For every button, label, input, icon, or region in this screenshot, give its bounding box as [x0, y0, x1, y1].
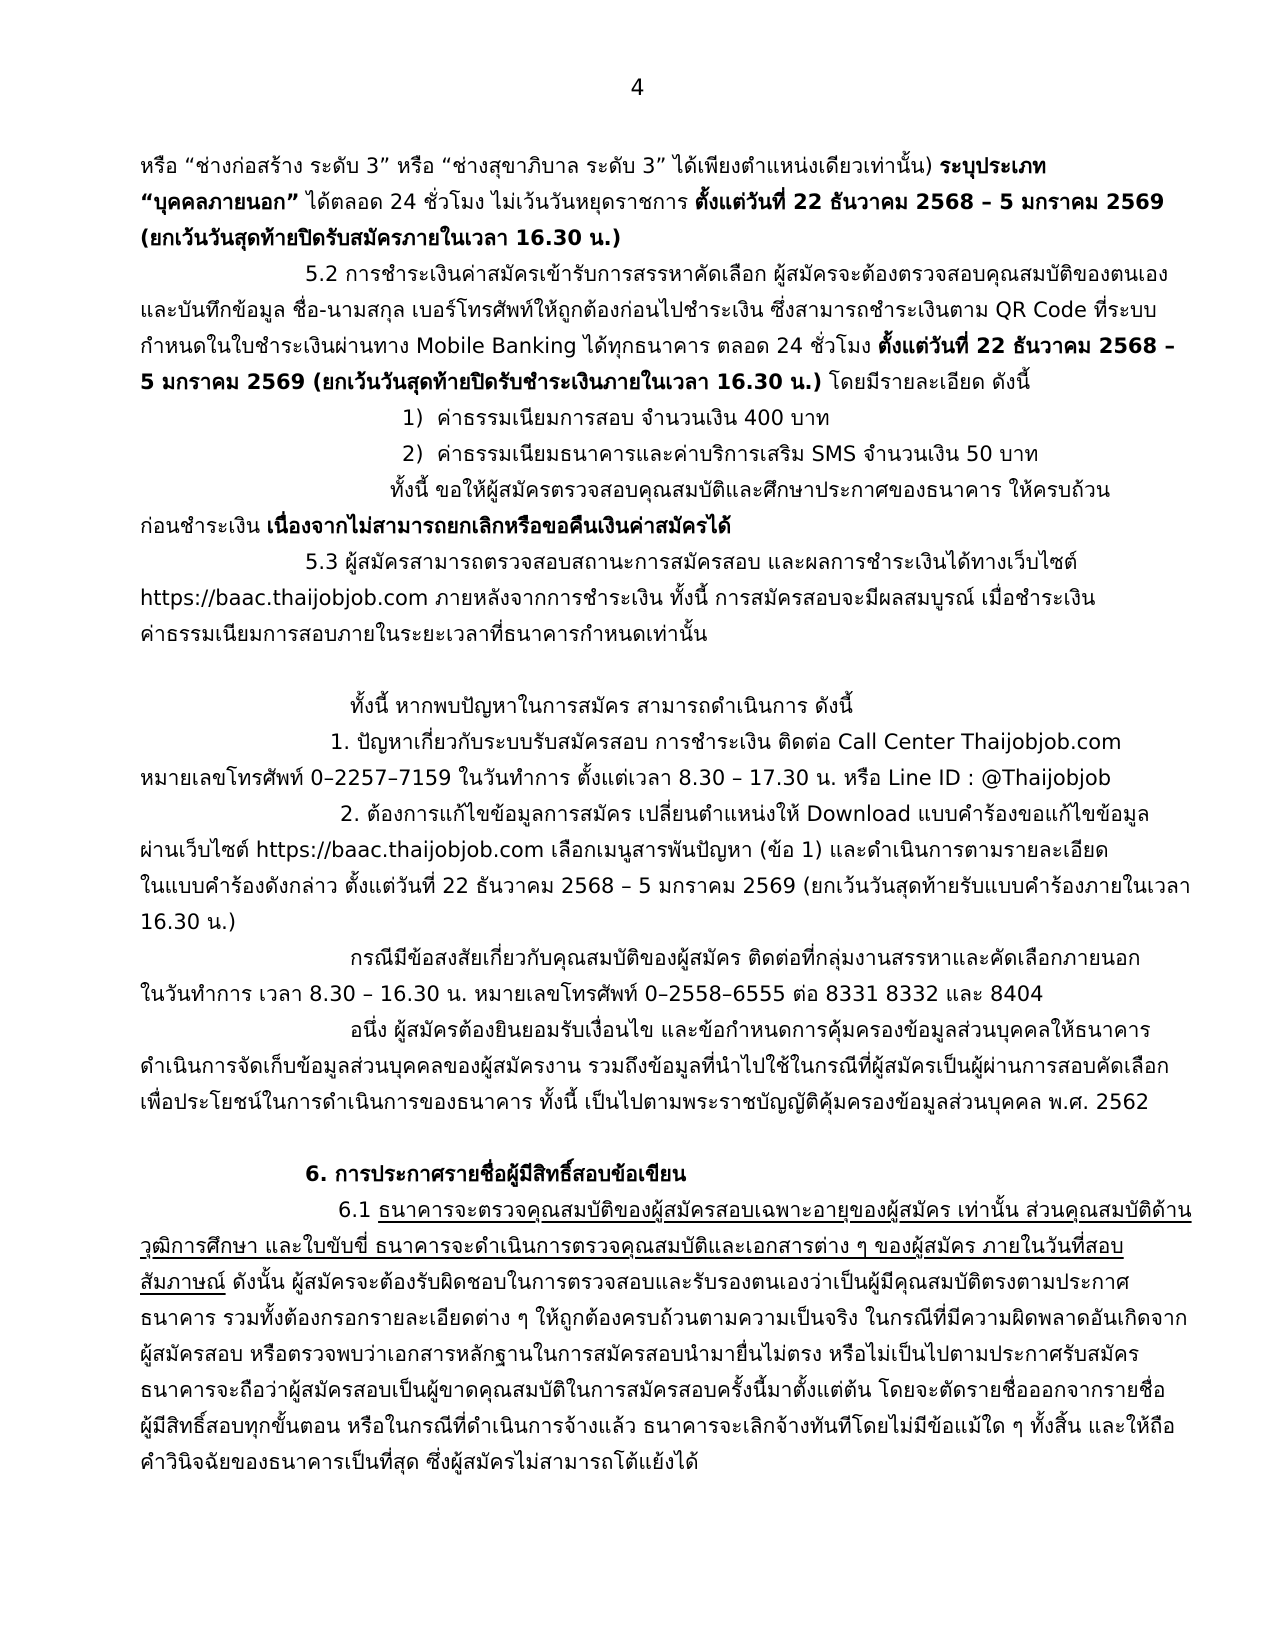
text-line — [140, 148, 1140, 184]
text-run: เพื่อประโยชน์ในการดำเนินการของธนาคาร ทั้งนี้ เป็นไปตามพระราชบัญญัติคุ้มครองข้อมูลส่วนบุคคล พ.ศ. 2562 — [140, 1090, 1150, 1114]
text-run: เนื่องจากไม่สามารถยกเลิกหรือขอคืนเงินค่าสมัครได้ — [266, 514, 732, 538]
text-run: ดำเนินการจัดเก็บข้อมูลส่วนบุคคลของผู้สมัครงาน รวมถึงข้อมูลที่นำไปใช้ในกรณีที่ผู้สมัครเป็นผู้ผ่านการสอบคัดเลือก — [140, 1054, 1170, 1078]
text-run: 1) ค่าธรรมเนียมการสอบ จำนวนเงิน 400 บาท — [402, 406, 830, 430]
text-run: 2. ต้องการแก้ไขข้อมูลการสมัคร เปลี่ยนตำแหน่งให้ Download แบบคำร้องขอแก้ไขข้อมูล — [340, 802, 1150, 826]
text-run: ผ่านเว็บไซต์ https://baac.thaijobjob.com เลือกเมนูสารพันปัญหา (ข้อ 1) และดำเนินการตามรายละเอียด — [140, 838, 1109, 862]
text-run: 1. ปัญหาเกี่ยวกับระบบรับสมัครสอบ การชำระเงิน ติดต่อ Call Center Thaijobjob.com — [330, 730, 1122, 754]
text-line — [140, 400, 1140, 436]
text-line — [140, 436, 1140, 472]
text-line — [140, 1228, 1140, 1264]
text-line — [140, 292, 1157, 328]
text-run: ผู้มีสิทธิ์สอบทุกขั้นตอน หรือในกรณีที่ดำเนินการจ้างแล้ว ธนาคารจะเลิกจ้างทันทีโดยไม่มีข้อแม้ใด ๆ ทั้งสิ้น และให้ถือ — [140, 1414, 1176, 1438]
text-line — [140, 472, 1140, 508]
page-number: 4 — [630, 76, 645, 101]
text-line — [140, 1408, 1176, 1444]
text-line — [140, 544, 1140, 580]
text-line — [140, 508, 1140, 544]
text-run: ค่าธรรมเนียมการสอบภายในระยะเวลาที่ธนาคารกำหนดเท่านั้น — [140, 622, 708, 646]
blank-line — [140, 652, 1140, 688]
text-run: ตั้งแต่วันที่ 22 ธันวาคม 2568 – — [877, 334, 1175, 358]
text-line — [140, 1264, 1140, 1300]
text-line — [140, 904, 1140, 940]
text-run: กำหนดในใบชำระเงินผ่านทาง Mobile Banking ได้ทุกธนาคาร ตลอด 24 ชั่วโมง — [140, 334, 878, 358]
text-run: วุฒิการศึกษา และใบขับขี่ ธนาคารจะดำเนินการตรวจคุณสมบัติและเอกสารต่าง ๆ ของผู้สมัคร ภายในวันที่สอบ — [140, 1234, 1124, 1258]
text-run: สัมภาษณ์ — [140, 1270, 226, 1294]
text-run: หมายเลขโทรศัพท์ 0–2257–7159 ในวันทำการ ตั้งแต่เวลา 8.30 – 17.30 น. หรือ Line ID : @Thaijobjob — [140, 766, 1112, 790]
text-run: ธนาคารจะตรวจคุณสมบัติของผู้สมัครสอบเฉพาะอายุของผู้สมัคร เท่านั้น ส่วนคุณสมบัติด้าน — [378, 1198, 1192, 1222]
text-line — [140, 364, 1140, 400]
text-line — [140, 688, 1140, 724]
text-line — [140, 976, 1140, 1012]
text-run: ผู้สมัครสอบ หรือตรวจพบว่าเอกสารหลักฐานในการสมัครสอบนำมายื่นไม่ตรง หรือไม่เป็นไปตามประกาศรับสมัคร — [140, 1342, 1140, 1366]
text-run: ตั้งแต่วันที่ 22 ธันวาคม 2568 – 5 มกราคม 2569 — [694, 190, 1165, 214]
text-line — [140, 1444, 1140, 1480]
text-run: 6. การประกาศรายชื่อผู้มีสิทธิ์สอบข้อเขียน — [305, 1162, 687, 1186]
text-run: (ยกเว้นวันสุดท้ายปิดรับสมัครภายในเวลา 16.30 น.) — [140, 226, 622, 250]
text-run: 5 มกราคม 2569 (ยกเว้นวันสุดท้ายปิดรับชำระเงินภายในเวลา 16.30 น.) — [140, 370, 823, 394]
text-run: ดังนั้น ผู้สมัครจะต้องรับผิดชอบในการตรวจสอบและรับรองตนเองว่าเป็นผู้มีคุณสมบัติตรงตามประกาศ — [225, 1270, 1130, 1294]
text-run: ในแบบคำร้องดังกล่าว ตั้งแต่วันที่ 22 ธันวาคม 2568 – 5 มกราคม 2569 (ยกเว้นวันสุดท้ายรับแบบคำร้องภายในเวลา — [140, 874, 1191, 898]
text-line — [140, 796, 1150, 832]
text-line — [140, 220, 1140, 256]
text-line — [140, 868, 1191, 904]
text-run: ในวันทำการ เวลา 8.30 – 16.30 น. หมายเลขโทรศัพท์ 0–2558–6555 ต่อ 8331 8332 และ 8404 — [140, 982, 1044, 1006]
text-line — [140, 184, 1165, 220]
text-run: คำวินิจฉัยของธนาคารเป็นที่สุด ซึ่งผู้สมัครไม่สามารถโต้แย้งได้ — [140, 1450, 699, 1474]
text-line — [140, 760, 1140, 796]
text-run: ก่อนชำระเงิน — [140, 514, 267, 538]
text-run: 6.1 — [338, 1198, 379, 1222]
text-line — [140, 328, 1175, 364]
text-run: ได้ตลอด 24 ชั่วโมง ไม่เว้นวันหยุดราชการ — [299, 190, 695, 214]
text-run: กรณีมีข้อสงสัยเกี่ยวกับคุณสมบัติของผู้สมัคร ติดต่อที่กลุ่มงานสรรหาและคัดเลือกภายนอก — [350, 946, 1141, 970]
text-run: 16.30 น.) — [140, 910, 237, 934]
text-run: “บุคคลภายนอก” — [140, 190, 300, 214]
text-run: https://baac.thaijobjob.com ภายหลังจากการชำระเงิน ทั้งนี้ การสมัครสอบจะมีผลสมบูรณ์ เมื่อชำระเงิน — [140, 586, 1096, 610]
text-run: 2) ค่าธรรมเนียมธนาคารและค่าบริการเสริม SMS จำนวนเงิน 50 บาท — [402, 442, 1039, 466]
text-run: และบันทึกข้อมูล ชื่อ-นามสกุล เบอร์โทรศัพท์ให้ถูกต้องก่อนไปชำระเงิน ซึ่งสามารถชำระเงินตาม QR Code ที่ระบบ — [140, 298, 1157, 322]
text-run: ธนาคารจะถือว่าผู้สมัครสอบเป็นผู้ขาดคุณสมบัติในการสมัครสอบครั้งนี้มาตั้งแต่ต้น โดยจะตัดรายชื่อออกจากรายชื่อ — [140, 1378, 1166, 1402]
text-run: โดยมีรายละเอียด ดังนี้ — [822, 370, 1031, 394]
text-line — [140, 940, 1140, 976]
text-run: ระบุประเภท — [939, 154, 1047, 178]
text-run: ทั้งนี้ ขอให้ผู้สมัครตรวจสอบคุณสมบัติและศึกษาประกาศของธนาคาร ให้ครบถ้วน — [390, 478, 1111, 502]
text-run: 5.3 ผู้สมัครสามารถตรวจสอบสถานะการสมัครสอบ และผลการชำระเงินได้ทางเว็บไซต์ — [305, 550, 1078, 574]
text-line — [140, 1372, 1166, 1408]
text-line — [140, 724, 1140, 760]
text-line — [140, 1084, 1150, 1120]
text-line — [140, 1300, 1188, 1336]
blank-line — [140, 1120, 1140, 1156]
text-run: อนึ่ง ผู้สมัครต้องยินยอมรับเงื่อนไข และข้อกำหนดการคุ้มครองข้อมูลส่วนบุคคลให้ธนาคาร — [350, 1018, 1151, 1042]
text-line — [140, 1192, 1192, 1228]
text-run: หรือ “ช่างก่อสร้าง ระดับ 3” หรือ “ช่างสุขาภิบาล ระดับ 3” ได้เพียงตำแหน่งเดียวเท่านั้น) — [140, 154, 940, 178]
text-line — [140, 1048, 1170, 1084]
document-body — [140, 148, 1192, 1480]
text-run: ทั้งนี้ หากพบปัญหาในการสมัคร สามารถดำเนินการ ดังนี้ — [350, 694, 853, 718]
text-line — [140, 1012, 1151, 1048]
text-line — [140, 1336, 1140, 1372]
text-run: 5.2 การชำระเงินค่าสมัครเข้ารับการสรรหาคัดเลือก ผู้สมัครจะต้องตรวจสอบคุณสมบัติของตนเอง — [305, 262, 1169, 286]
text-line — [140, 616, 1140, 652]
text-line — [140, 580, 1140, 616]
text-line — [140, 256, 1169, 292]
text-line — [140, 1156, 1140, 1192]
text-line — [140, 832, 1140, 868]
text-run: ธนาคาร รวมทั้งต้องกรอกรายละเอียดต่าง ๆ ให้ถูกต้องครบถ้วนตามความเป็นจริง ในกรณีที่มีความผิดพลาดอันเกิดจาก — [140, 1306, 1188, 1330]
